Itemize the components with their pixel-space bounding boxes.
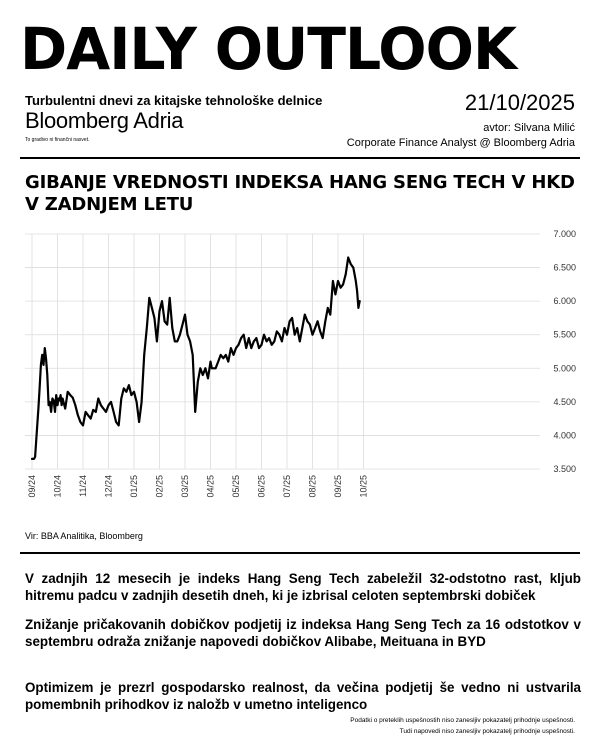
- x-tick-label: 11/24: [78, 475, 88, 497]
- x-tick-label: 05/25: [231, 475, 241, 498]
- key-point: Znižanje pričakovanih dobičkov podjetij iz indeksa Hang Seng Tech za 16 odstotkov v septembru odraža znižanje napovedi dobičkov Alibabe, Meituana in BYD: [25, 617, 581, 649]
- disclaimer-line: Podatki o preteklih uspešnostih niso zanesljiv pokazatelj prihodnje uspešnosti.: [350, 717, 575, 724]
- x-tick-label: 06/25: [256, 475, 267, 498]
- y-tick-label: 7.000: [553, 229, 576, 239]
- y-tick-label: 6.500: [553, 262, 576, 273]
- line-chart: [0, 220, 600, 525]
- series-line: [32, 258, 360, 459]
- divider-top: [20, 157, 580, 159]
- divider-bottom: [20, 552, 580, 554]
- brand-name: Bloomberg Adria: [25, 108, 184, 133]
- y-tick-label: 3.500: [553, 464, 576, 474]
- x-tick-label: 08/25: [307, 475, 318, 498]
- disclaimer-line: Tudi napovedi niso zanesljiv pokazatelj prihodnje uspešnosti.: [399, 728, 575, 735]
- key-point: Optimizem je prezrl gospodarsko realnost, da večina podjetij še vedno ni ustvarila pomembnih prihodkov iz naložb v umetno inteligenco: [25, 680, 581, 712]
- x-tick-label: 10/24: [52, 475, 63, 498]
- x-tick-label: 10/25: [358, 475, 369, 498]
- x-tick-label: 03/25: [180, 475, 190, 498]
- report-date: 21/10/2025: [464, 90, 575, 115]
- x-tick-label: 01/25: [129, 475, 139, 498]
- x-tick-label: 09/25: [333, 475, 343, 498]
- subtitle: Turbulentni dnevi za kitajske tehnološke delnice: [25, 93, 323, 108]
- y-tick-label: 5.000: [553, 363, 576, 374]
- author: avtor: Silvana Milić: [483, 122, 575, 134]
- x-tick-label: 07/25: [282, 475, 292, 498]
- x-tick-label: 12/24: [103, 475, 114, 498]
- y-tick-label: 5.500: [553, 329, 576, 340]
- chart-title: GIBANJE VREDNOSTI INDEKSA HANG SENG TECH V HKD V ZADNJEM LETU: [25, 172, 575, 215]
- author-role: Corporate Finance Analyst @ Bloomberg Adria: [346, 137, 575, 149]
- x-tick-label: 09/24: [27, 475, 37, 498]
- y-tick-label: 4.000: [553, 430, 576, 441]
- masthead: DAILY OUTLOOK: [20, 15, 517, 83]
- chart-source: Vir: BBA Analitika, Bloomberg: [25, 531, 143, 541]
- key-point: V zadnjih 12 mesecih je indeks Hang Seng Tech zabeležil 32-odstotno rast, kljub hitremu padcu v zadnjih desetih dneh, ki je izbrisal celoten septembrski dobiček: [25, 571, 581, 603]
- y-tick-label: 6.000: [553, 296, 576, 307]
- tagline: To gradivo ni finančni nasvet.: [25, 137, 90, 143]
- y-tick-label: 4.500: [553, 396, 576, 407]
- x-tick-label: 02/25: [154, 475, 165, 498]
- x-tick-label: 04/25: [205, 475, 216, 498]
